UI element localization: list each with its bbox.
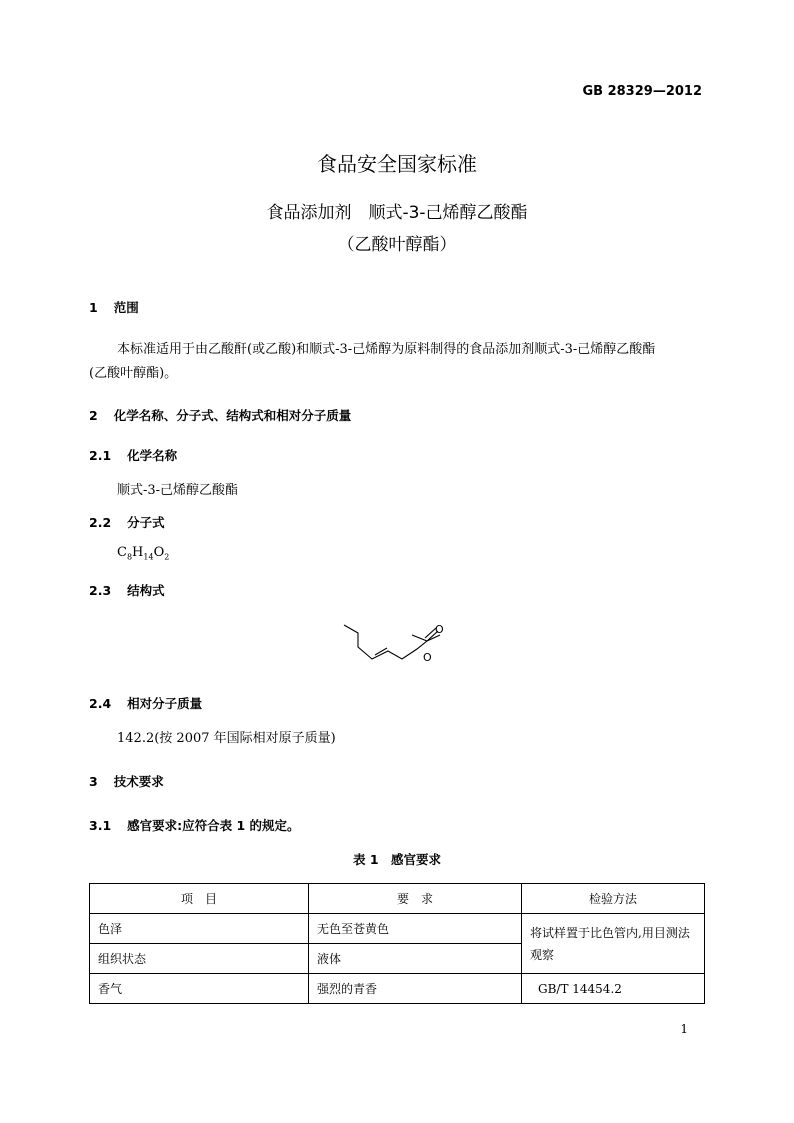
section-3-heading [89, 772, 164, 790]
section-2-3-heading [89, 581, 165, 599]
table-cell: 无色至苍黄色 [309, 914, 522, 944]
chemical-name: 顺式-3-己烯醇乙酸酯 [117, 483, 239, 498]
standard-code: GB 28329—2012 [582, 84, 702, 99]
table-caption: 表 1 感官要求 [352, 852, 442, 867]
table-cell: 色泽 [90, 914, 309, 944]
formula-subscript: 8 [126, 552, 133, 562]
formula-element: C [117, 545, 127, 560]
table-cell: 香气 [90, 974, 309, 1004]
molecular-weight: 142.2(按 2007 年国际相对原子质量) [117, 731, 336, 746]
section-number: 2.1 [89, 448, 112, 463]
section-title: 相对分子质量 [127, 696, 203, 711]
page-title: 食品安全国家标准 [317, 152, 477, 176]
sensory-requirements-table [89, 883, 705, 1004]
section-title: 范围 [113, 300, 139, 315]
column-header: 项 目 [90, 884, 309, 914]
column-header: 检验方法 [522, 884, 705, 914]
section-title: 结构式 [127, 583, 165, 598]
oxygen-label: O [423, 651, 432, 664]
section-1-body-line1: 本标准适用于由乙酸酐(或乙酸)和顺式-3-己烯醇为原料制得的食品添加剂顺式-3-己烯醇乙酸酯 [117, 342, 656, 357]
formula-subscript: 2 [164, 552, 170, 562]
section-title: 技术要求 [113, 774, 164, 789]
section-1-heading [89, 298, 139, 316]
section-number: 1 [89, 300, 98, 315]
formula-element: O [153, 545, 165, 560]
section-number: 3.1 [89, 818, 112, 833]
section-number: 2.4 [89, 696, 112, 711]
column-header: 要 求 [309, 884, 522, 914]
section-3-1-heading [89, 816, 300, 834]
table-cell: GB/T 14454.2 [522, 974, 705, 1004]
section-2-heading [89, 406, 351, 424]
section-2-4-heading [89, 694, 202, 712]
section-title: 化学名称、分子式、结构式和相对分子质量 [113, 408, 352, 423]
table-cell-merged: 将试样置于比色管内,用目测法观察 [522, 914, 705, 974]
structural-formula [330, 615, 460, 675]
formula-subscript: 14 [143, 552, 154, 562]
section-number: 3 [89, 774, 98, 789]
oxygen-label: O [435, 623, 444, 636]
subtitle-alias: （乙酸叶醇酯） [337, 235, 457, 255]
section-number: 2.2 [89, 515, 112, 530]
table-row [90, 974, 705, 1004]
section-2-2-heading [89, 513, 165, 531]
table-cell: 组织状态 [90, 944, 309, 974]
molecular-formula [117, 545, 169, 562]
section-title: 感官要求:应符合表 1 的规定。 [127, 818, 300, 833]
table-cell: 强烈的青香 [309, 974, 522, 1004]
subtitle: 食品添加剂 顺式-3-己烯醇乙酸酯 [266, 203, 528, 223]
section-number: 2 [89, 408, 98, 423]
table-header-row [90, 884, 705, 914]
acetyl-methyl-bond [412, 635, 427, 641]
table-row [90, 914, 705, 944]
section-title: 分子式 [127, 515, 165, 530]
table-cell: 液体 [309, 944, 522, 974]
section-2-1-heading [89, 446, 177, 464]
section-1-body-line2: (乙酸叶醇酯)。 [89, 366, 178, 381]
page-number: 1 [680, 1022, 688, 1036]
formula-element: H [132, 545, 144, 560]
section-title: 化学名称 [127, 448, 178, 463]
section-number: 2.3 [89, 583, 112, 598]
